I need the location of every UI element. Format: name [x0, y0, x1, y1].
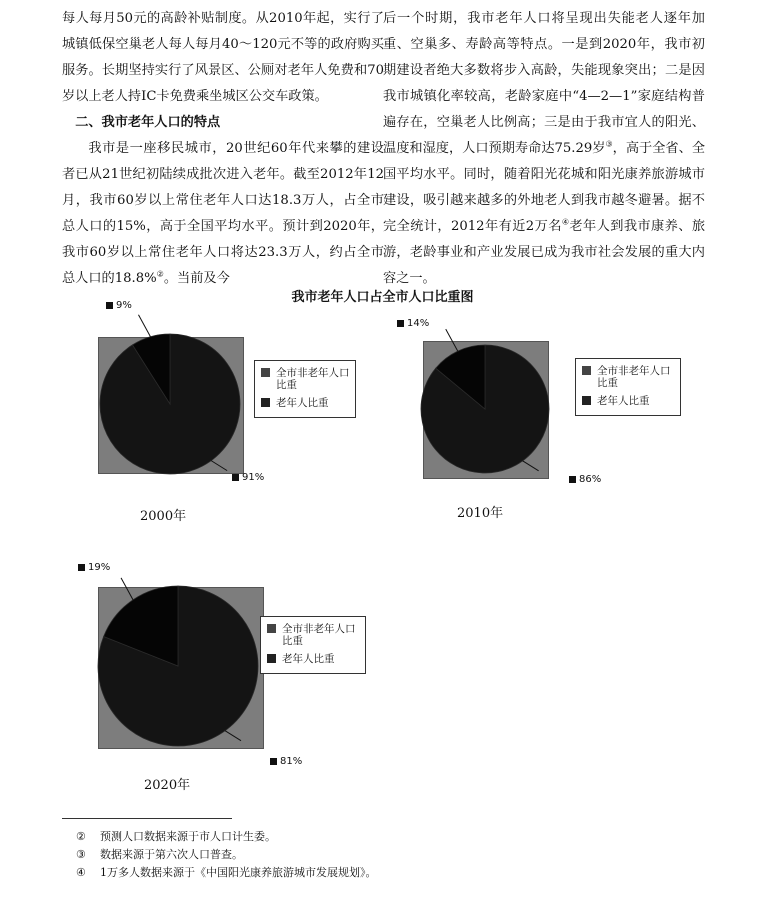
footnotes [76, 828, 377, 882]
footnote-4 [76, 864, 377, 882]
footnote-text: 预测人口数据来源于市人口计生委。 [100, 830, 276, 843]
footnote-divider [62, 818, 232, 819]
data-label-non-elderly: 86% [569, 474, 601, 485]
data-label-elderly: 14% [397, 318, 429, 329]
paragraph-text-c: 老年人到我市康养、旅游，老龄事业和产业发展已成为我市社会发展的重大内容之一。 [383, 219, 706, 286]
leader-line-elderly [121, 578, 133, 600]
pie-chart-2010 [397, 314, 697, 544]
footnote-text: 1万多人数据来源于《中国阳光康养旅游城市发展规划》。 [100, 866, 377, 879]
footnote-text: 数据来源于第六次人口普查。 [100, 848, 243, 861]
footnote-ref-3[interactable]: ③ [605, 139, 613, 149]
legend-item-elderly [267, 653, 360, 665]
paragraph-text-a: 后一个时期，我市老年人口将呈现出失能老人逐年加重、空巢多、寿龄高等特点。一是到2020年，我市初期建设者绝大多数将步入高龄，失能现象突出；二是因我市城镇化率较高，老龄家庭中“4—2—1”家庭结构普遍存在，空巢老人比例高；三是由于我市宜人的阳光、温度和湿度，人口预期寿命达75.29岁 [383, 11, 705, 156]
legend-label: 全市非老年人口比重 [276, 367, 350, 391]
legend-item-non-elderly [582, 365, 675, 389]
paragraph-elderly-features [62, 136, 384, 292]
legend-label: 全市非老年人口比重 [282, 623, 356, 647]
paragraph-continued: 每人每月50元的高龄补贴制度。从2010年起，实行了城镇低保空巢老人每人每月40～120元不等的政府购买服务。长期坚持实行了风景区、公厕对老年人免费和70岁以上老人持IC卡免费乘坐城区公交车政策。 [62, 11, 384, 104]
pie-svg [397, 314, 697, 544]
legend-swatch [261, 368, 270, 377]
footnote-2 [76, 828, 377, 846]
section-heading: 二、我市老年人口的特点 [75, 115, 221, 130]
pie-chart-2000 [98, 300, 398, 530]
legend-item-non-elderly [267, 623, 360, 647]
leader-line-non-elderly [225, 731, 241, 741]
chart-year-label: 2020年 [144, 778, 191, 793]
legend-swatch [267, 654, 276, 663]
leader-line-non-elderly [211, 461, 227, 471]
data-label-elderly: 9% [106, 300, 132, 311]
legend-label: 老年人比重 [276, 397, 329, 409]
legend-item-non-elderly [261, 367, 354, 391]
pie-svg [78, 560, 378, 800]
footnote-mark: ④ [76, 866, 86, 879]
footnote-ref-4[interactable]: ④ [561, 217, 570, 227]
paragraph-text: 我市是一座移民城市，20世纪60年代来攀的建设者已从21世纪初陆续成批次进入老年。截至2012年12月，我市60岁以上常住老年人口达18.3万人，占全市总人口的15%，高于全国平均水平。预计到2020年，我市60岁以上常住老年人口将达23.3万人，约占全市总人口的18.8% [62, 141, 384, 286]
data-label-elderly: 19% [78, 562, 110, 573]
paragraph-text-b: ，高于全省、全国平均水平。同时，随着阳光花城和阳光康养旅游城市建设，吸引越来越多的外地老人到我市越冬避暑。据不完全统计，2012年有近2万名 [383, 141, 706, 234]
right-text-column [383, 6, 705, 292]
legend-item-elderly [261, 397, 354, 409]
legend-swatch [267, 624, 276, 633]
legend-swatch [582, 396, 591, 405]
legend-swatch [261, 398, 270, 407]
data-label-non-elderly: 91% [232, 472, 264, 483]
legend [575, 358, 681, 416]
legend [260, 616, 366, 674]
leader-line-non-elderly [523, 461, 539, 471]
pie-chart-2020 [78, 560, 378, 800]
footnote-3 [76, 846, 377, 864]
chart-year-label: 2010年 [457, 506, 504, 521]
legend-label: 全市非老年人口比重 [597, 365, 671, 389]
footnote-mark: ② [76, 830, 86, 843]
legend [254, 360, 356, 418]
chart-year-label: 2000年 [140, 509, 187, 524]
footnote-ref-2[interactable]: ② [156, 269, 164, 279]
left-text-column [62, 6, 384, 292]
legend-label: 老年人比重 [597, 395, 650, 407]
paragraph-continued-right [383, 6, 705, 292]
footnote-mark: ③ [76, 848, 86, 861]
legend-swatch [582, 366, 591, 375]
data-label-non-elderly: 81% [270, 756, 302, 767]
legend-item-elderly [582, 395, 675, 407]
legend-label: 老年人比重 [282, 653, 335, 665]
paragraph-tail: 。当前及今 [163, 271, 230, 286]
leader-line-elderly [138, 315, 150, 337]
leader-line-elderly [446, 329, 458, 351]
figure-title: 我市老年人口占全市人口比重图 [291, 290, 474, 305]
